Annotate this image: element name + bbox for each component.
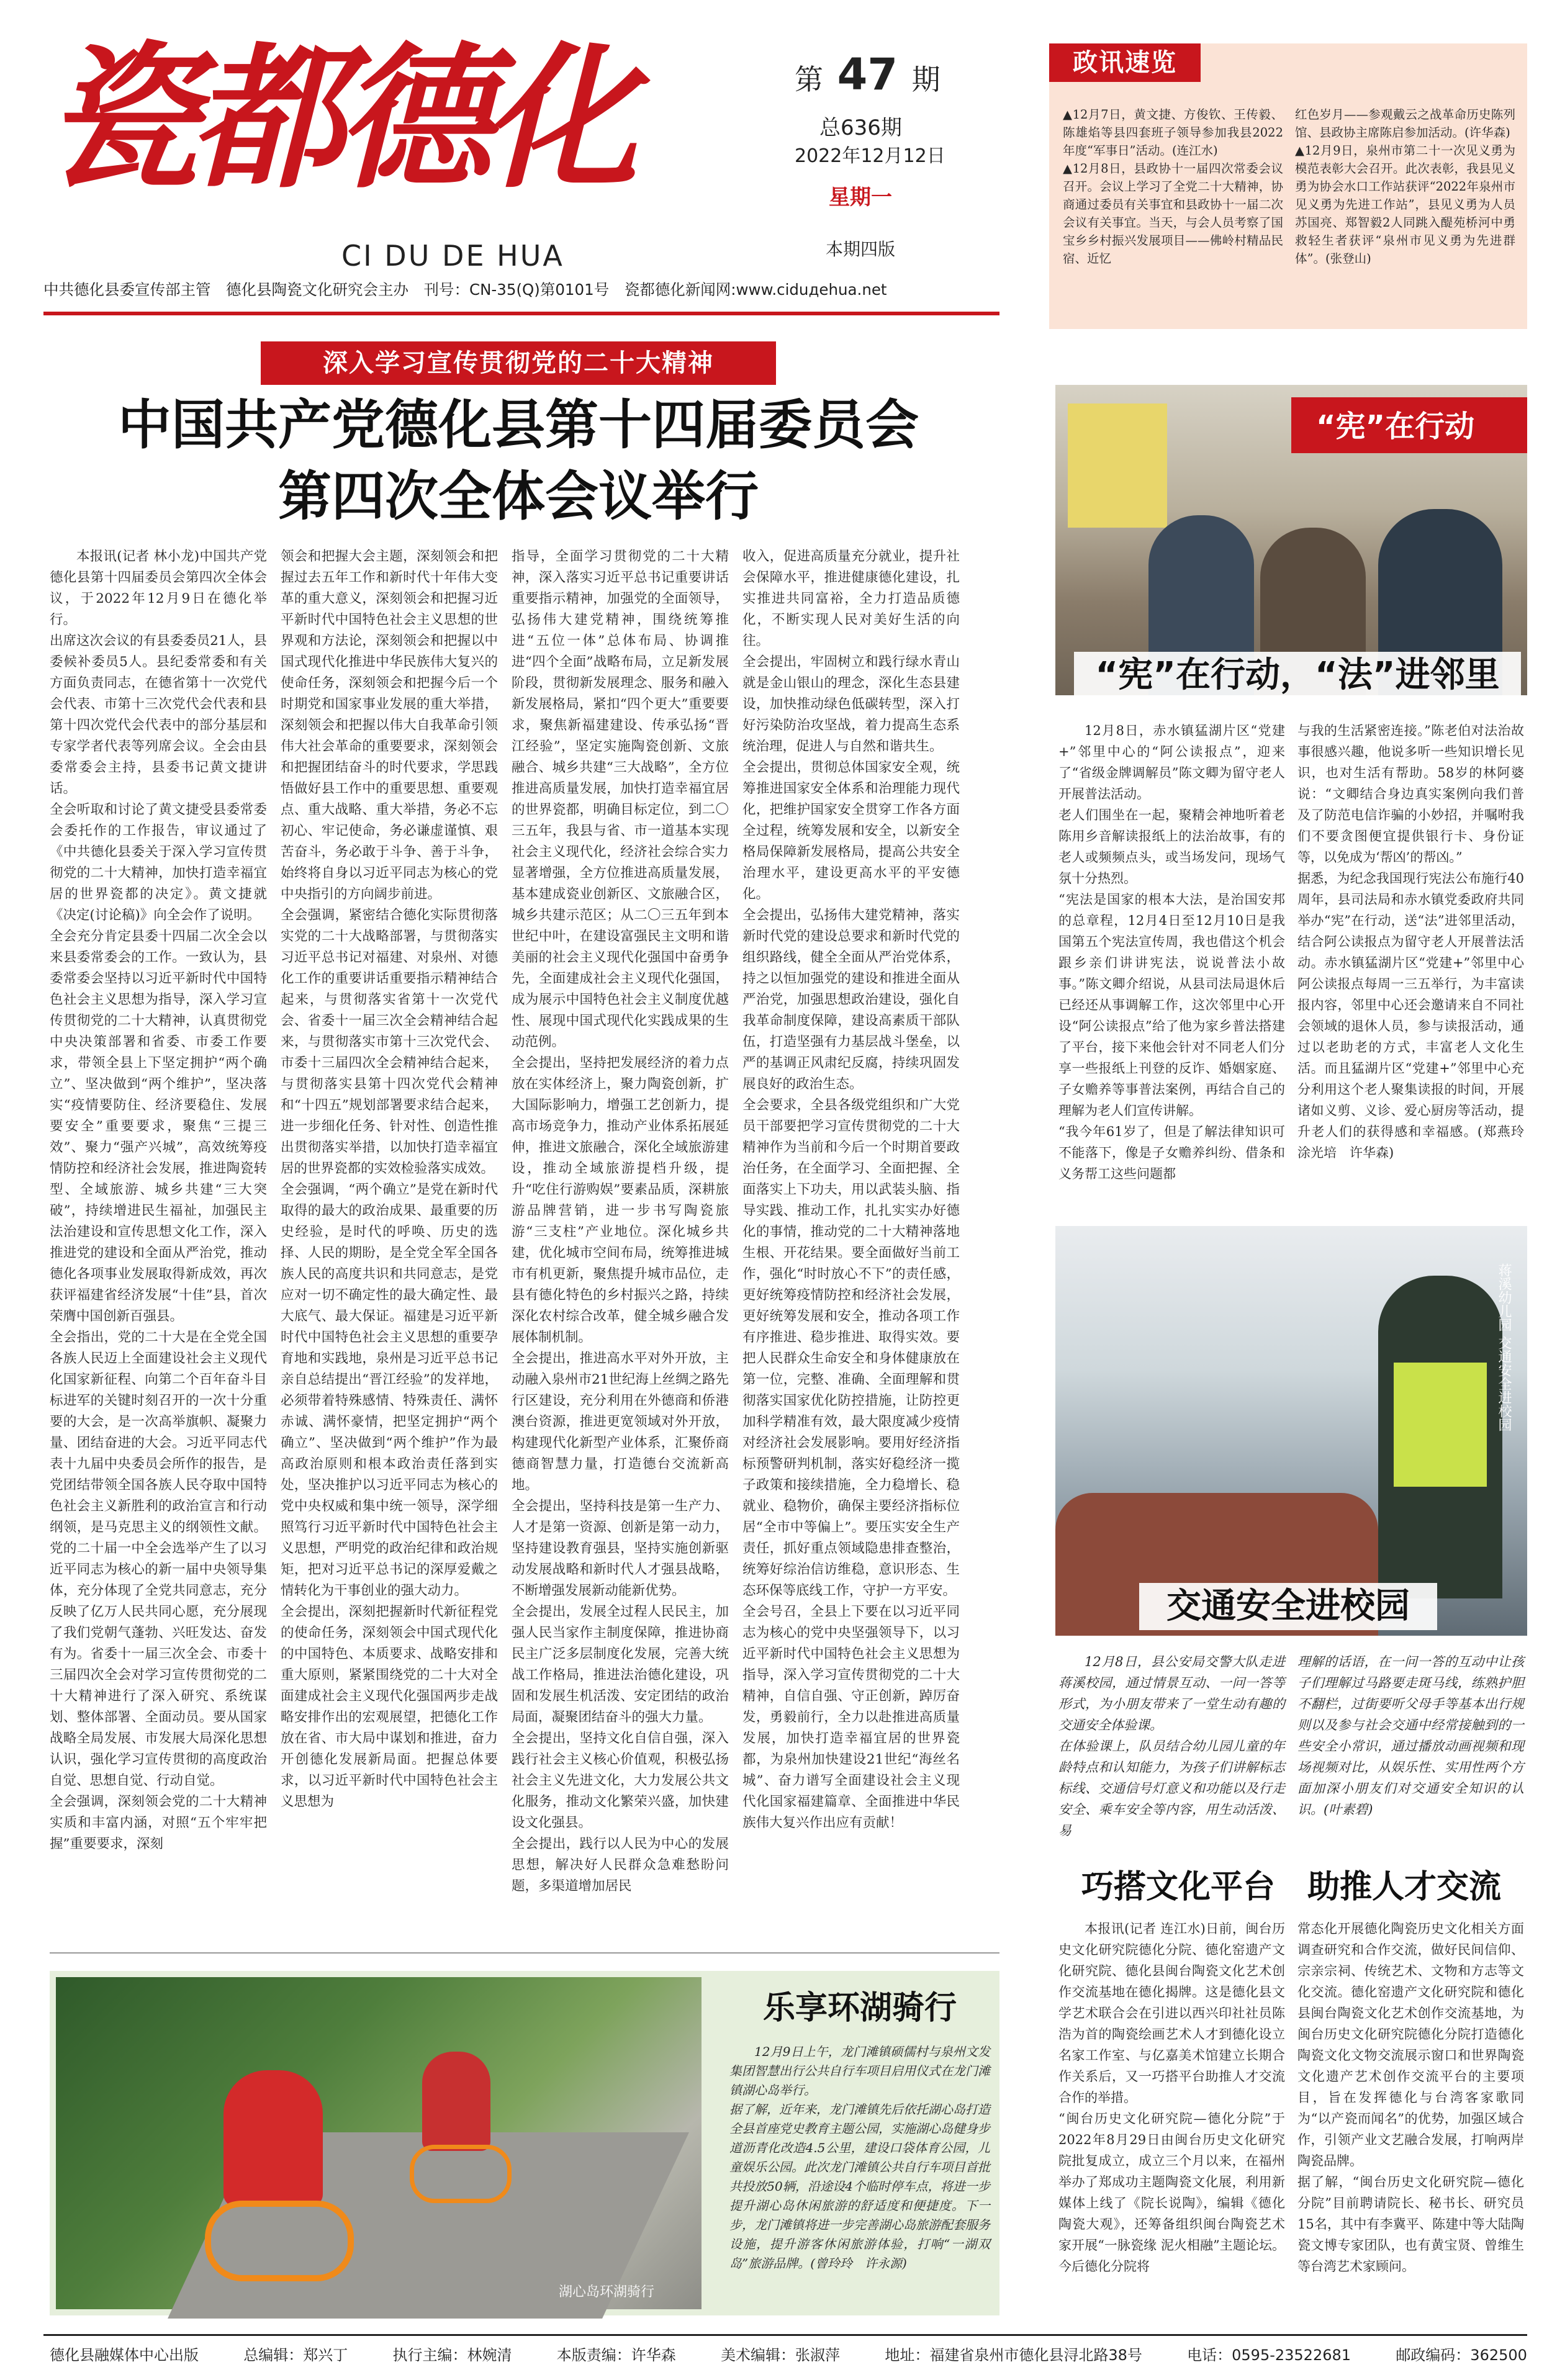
masthead-rule	[43, 312, 999, 315]
lead-col-2-text: 领会和把握大会主题，深刻领会和把握过去五年工作和新时代十年伟大变革的重大意义，深刻领会和把握习近平新时代中国特色社会主义思想的世界观和方法论，深刻领会和把握以中国式现代化推进中华民族伟大复兴的使命任务，深刻领会和把握今后一个时期党和国家事业发展的重大举措，深刻领会和把握以伟大自我革命引领伟大社会革命的重要要求，深刻领会和把握团结奋斗的时代要求，学思践悟做好县工作中的重要思想、重要观点、重大战略、重大举措，务必不忘初心、牢记使命，务必谦虚谨慎、艰苦奋斗，务必敢于斗争、善于斗争，始终将自身以习近平同志为核心的党中央指引的方向阔步前进。 全会强调，紧密结合德化实际贯彻落实党的二十大战略部署，与贯彻落实习近平总书记对福建、对泉州、对德化工作的重要讲话重要指示精神结合起来，与贯彻落实省第十一次党代会、省委十一届三次全会精神结合起来，与贯彻落实市第十三次党代会、市委十三届四次全会精神结合起来，与贯彻落实县第十四次党代会精神和“十四五”规划部署要求结合起来，进一步细化任务、针对性、创造性推出贯彻落实举措，以加快打造幸福宜居的世界瓷都的实效检验落实成效。 全会强调，“两个确立”是党在新时代取得的最大的政治成果、最重要的历史经验，是时代的呼唤、历史的选择、人民的期盼，是全党全军全国各族人民的高度共识和共同意志，是党应对一切不确定性的最大确定性、最大底气、最大保证。福建是习近平新时代中国特色社会主义思想的重要孕育地和实践地，泉州是习近平总书记亲自总结提出“晋江经验”的发祥地，必须带着特殊感情、特殊责任、满怀赤诚、满怀豪情，把坚定拥护“两个确立”、坚决做到“两个维护”作为最高政治原则和根本政治责任落到实处，坚决推护以习近平同志为核心的党中央权威和集中统一领导，深学细照笃行习近平新时代中国特色社会主义思想，严明党的政治纪律和政治规矩，把对习近平总书记的深厚爱戴之情转化为干事创业的强大动力。 全会提出，深刻把握新时代新征程党的使命任务，深刻领会中国式现代化的中国特色、本质要求、战略安排和重大原则，紧紧围绕党的二十大对全面建成社会主义现代化强国两步走战略安排作出的宏观展望，把德化工作放在省、市大局中谋划和推进，奋力开创德化发展新局面。把握总体要求，以习近平新时代中国特色社会主义思想为	[281, 549, 498, 1810]
lead-col-2	[281, 546, 498, 1943]
traffic-photo-watermark: 蒋溪幼儿园 交通安全进校园	[1496, 1263, 1512, 1431]
masthead-pinyin: CI DU DE HUA	[341, 239, 564, 273]
lead-col-4	[742, 546, 960, 1943]
xian-poster	[1068, 403, 1167, 528]
cycling-bike-2	[410, 2145, 512, 2203]
xian-headline: “宪”在行动，“法”进邻里	[1074, 652, 1521, 699]
footer-address: 地址：福建省泉州市德化县浔北路38号	[885, 2346, 1142, 2364]
issue-prefix: 第	[795, 63, 823, 96]
lead-kicker: 深入学习宣传贯彻党的二十大精神	[261, 341, 776, 385]
total-issue: 总636期	[819, 115, 902, 140]
lead-col-3-text: 指导，全面学习贯彻党的二十大精神，深入落实习近平总书记重要讲话重要指示精神，加强党的全面领导，弘扬伟大建党精神，围绕统筹推进“五位一体”总体布局、协调推进“四个全面”战略布局，立足新发展阶段，贯彻新发展理念、服务和融入新发展格局，紧扣“四个更大”重要要求，聚焦新福建建设、传承弘扬“晋江经验”，坚定实施陶瓷创新、文旅融合、城乡共建“三大战略”，全方位推进高质量发展，加快打造幸福宜居的世界瓷都，明确目标定位，到二〇三五年，我县与省、市一道基本实现社会主义现代化，经济社会综合实力显著增强，全方位推进高质量发展，基本建成瓷业创新区、文旅融合区，城乡共建示范区；从二〇三五年到本世纪中叶，在建设富强民主文明和谐美丽的社会主义现代化强国中奋勇争先，全面建成社会主义现代化强国，成为展示中国特色社会主义制度优越性、展现中国式现代化实践成果的生动范例。 全会提出，坚持把发展经济的着力点放在实体经济上，聚力陶瓷创新，扩大国际影响力，增强工艺创新力，提高市场竞争力，推动产业体系拓展延伸，推进文旅融合，深化全域旅游建设，推动全域旅游提档升级，提升“吃住行游购娱”要素品质，深耕旅游品牌营销，进一步书写陶瓷旅游“三支柱”产业地位。深化城乡共建，优化城市空间布局，统筹推进城市有机更新，聚焦提升城市品位，走县有德化特色的乡村振兴之路，持续深化农村综合改革，健全城乡融合发展体制机制。 全会提出，推进高水平对外开放，主动融入泉州市21世纪海上丝绸之路先行区建设，充分利用在外德商和侨港澳台资源，推进更宽领域对外开放，构建现代化新型产业体系，汇聚侨商德商智慧力量，打造德台交流新高地。 全会提出，坚持科技是第一生产力、人才是第一资源、创新是第一动力，坚持建设教育强县，坚持实施创新驱动发展战略和新时代人才强县战略，不断增强发展新动能新优势。 全会提出，发展全过程人民民主，加强人民当家作主制度保障，推进协商民主广泛多层制度化发展，完善大统战工作格局，推进法治德化建设，巩固和发展生机活泼、安定团结的政治局面，凝聚团结奋斗的强大力量。 全会提出，坚持文化自信自强，深入践行社会主义核心价值观，积极弘扬社会主义先进文化，大力发展公共文化服务，推动文化繁荣兴盛，加快建设文化强县。 全会提出，践行以人民为中心的发展思想，解决好人民群众急难愁盼问题，多渠道增加居民	[512, 549, 729, 1894]
lead-col-3	[512, 546, 729, 1943]
traffic-col-1-text: 12月8日，县公安局交警大队走进蒋溪校园，通过情景互动、一问一答等形式，为小朋友带来了一堂生动有趣的交通安全体验课。 在体验课上，队员结合幼儿园儿童的年龄特点和认知能力，为孩子们讲解标志标线、交通信号灯意义和功能以及行走安全、乘车安全等内容，用生动活泼、易	[1058, 1654, 1285, 1838]
cycling-photo-watermark: 湖心岛环湖骑行	[559, 2284, 655, 2300]
xian-banner-text: “宪”在行动	[1316, 409, 1475, 444]
cycling-body-text: 12月9日上午，龙门滩镇硕儒村与泉州文发集团智慧出行公共自行车项目启用仪式在龙门滩镇湖心岛举行。 据了解，近年来，龙门滩镇先后依托湖心岛打造全县首座党史教育主题公园，实施湖心岛健身步道沥青化改造4.5公里，建设口袋体育公园，儿童娱乐公园。此次龙门滩镇公共自行车项目首批共投放50辆，沿途设4个临时停车点，将进一步提升湖心岛休闲旅游的舒适度和便捷度。下一步，龙门滩镇将进一步完善湖心岛旅游配套服务设施，提升游客休闲旅游体验，打响“一湖双岛”旅游品牌。(曾玲玲 许永源)	[729, 2044, 990, 2271]
lead-col-1	[50, 546, 267, 1943]
lead-bottom-rule	[50, 1952, 999, 1954]
footer-phone: 电话：0595-23522681	[1187, 2346, 1351, 2364]
cycling-rider-2	[422, 2052, 490, 2151]
footer	[50, 2343, 1527, 2368]
xian-col-1-text: 12月8日，赤水镇猛湖片区“党建+”邻里中心的“阿公读报点”，迎来了“省级金牌调解员”陈文卿为留守老人开展普法活动。 老人们围坐在一起，聚精会神地听着老陈用乡音解读报纸上的法治故事，有的老人或频频点头，或当场发问，现场气氛十分热烈。 “宪法是国家的根本大法，是治国安邦的总章程，12月4日至12月10日是我国第五个宪法宣传周，我也借这个机会跟乡亲们讲讲宪法，说说普法小故事。”陈文卿介绍说，从县司法局退休后已经还从事调解工作，这次邻里中心开设“阿公读报点”给了他为家乡普法搭建了平台，接下来他会针对不同老人们分享一些报纸上刊登的反诈、婚姻家庭、子女赡养等事普法案例，再结合自己的理解为老人们宣传讲解。 “我今年61岁了，但是了解法律知识可不能落下，像是子女赡养纠纷、借条和义务帮工这些问题都	[1058, 723, 1285, 1181]
xian-col-2	[1297, 720, 1524, 1192]
cycling-headline: 乐享环湖骑行	[762, 1990, 957, 2027]
cycling-body	[729, 2042, 990, 2309]
lead-col-1-text: 本报讯(记者 林小龙)中国共产党德化县第十四届委员会第四次全体会议，于2022年12月9日在德化举行。 出席这次会议的有县委委员21人，县委候补委员5人。县纪委常委和有关方面负责同志，在德省第十一次党代会代表、市第十三次党代会代表和县第十四次党代会代表中的部分基层和专家学者代表等列席会议。全会由县委常委会主持，县委书记黄文捷讲话。 全会听取和讨论了黄文捷受县委常委会委托作的工作报告，审议通过了《中共德化县委关于深入学习宣传贯彻党的二十大精神，加快打造幸福宜居的世界瓷都的决定》。黄文捷就《决定(讨论稿)》向全会作了说明。 全会充分肯定县委十四届二次全会以来县委常委会的工作。一致认为，县委常委会坚持以习近平新时代中国特色社会主义思想为指导，深入学习宣传贯彻党的二十大精神，认真贯彻党中央决策部署和省委、市委工作要求，带领全县上下坚定拥护“两个确立”、坚决做到“两个维护”，坚决落实“疫情要防住、经济要稳住、发展要安全”重要要求，聚焦“三提三效”、聚力“强产兴城”，高效统筹疫情防控和经济社会发展，推进陶瓷转型、全域旅游、城乡共建“三大突破”，持续增进民生福祉，加强民主法治建设和宣传思想文化工作，深入推进党的建设和全面从严治党，推动德化各项事业发展取得新成效，再次获评福建省经济发展“十佳”县，首次荣膺中国创新百强县。 全会指出，党的二十大是在全党全国各族人民迈上全面建设社会主义现代化国家新征程、向第二个百年奋斗目标进军的关键时刻召开的一次十分重要的大会，是一次高举旗帜、凝聚力量、团结奋进的大会。习近平同志代表十九届中央委员会所作的报告，是党团结带领全国各族人民夺取中国特色社会主义新胜利的政治宣言和行动纲领，是马克思主义的纲领性文献。党的二十届一中全会选举产生了以习近平同志为核心的新一届中央领导集体，充分体现了全党共同意志，充分反映了亿万人民共同心愿，充分展现了我们党朝气蓬勃、兴旺发达、奋发有为。省委十一届三次全会、市委十三届四次全会对学习宣传贯彻党的二十大精神进行了深入研究、系统谋划、整体部署、全面动员。要从国家战略全局发展、市发展大局深化思想认识，强化学习宣传贯彻的高度政治自觉、思想自觉、行动自觉。 全会强调，深刻领会党的二十大精神实质和丰富内涵，对照“五个牢牢把握”重要要求，深刻	[50, 549, 267, 1852]
culture-col-1-text: 本报讯(记者 连江水)日前，闽台历史文化研究院德化分院、德化窑遗产文化研究院、德化县闽台陶瓷文化艺术创作交流基地在德化揭牌。这是德化县文学艺术联合会在引进以西兴印社社员陈浩为首的陶瓷绘画艺术人才到德化设立名家工作室、与亿嘉美术馆建立长期合作关系后，又一巧搭平台助推人才交流合作的举措。 “闽台历史文化研究院—德化分院”于2022年8月29日由闽台历史文化研究院批复成立，成立三个月以来，在福州举办了郑成功主题陶瓷文化展，利用新媒体上线了《院长说陶》，编辑《德化陶瓷大观》，还筹备组织闽台陶瓷艺术家开展“一脉瓷缘 泥火相融”主题论坛。今后德化分院将	[1058, 1921, 1285, 2274]
issue-date: 2022年12月12日	[795, 145, 945, 167]
footer-publisher: 德化县融媒体中心出版	[50, 2346, 199, 2364]
traffic-col-2	[1297, 1651, 1524, 1856]
cycling-bike-1	[205, 2201, 354, 2281]
weekday: 星期一	[829, 185, 892, 210]
briefs-col-1: ▲12月7日，黄文捷、方俊钦、王传毅、陈雄焰等县四套班子领导参加我县2022年度“军事日”活动。(连江水) ▲12月8日，县政协十一届四次常委会议召开。会议上学习了全党二十大精神，协商通过委员有关事宜和县政协十一届二次会议有关事宜。当天，与会人员考察了国宝乡乡村振兴发展项目——佛岭村精品民宿、近忆	[1063, 107, 1283, 266]
lead-headline-2: 第四次全体会议举行	[278, 466, 759, 528]
issue-number-value: 47	[837, 49, 898, 100]
cycling-photo	[56, 1977, 702, 2309]
culture-col-1	[1058, 1918, 1285, 2315]
footer-art-editor: 美术编辑：张淑萍	[721, 2346, 841, 2364]
footer-chief-editor: 总编辑：郑兴丁	[243, 2346, 348, 2364]
sponsor-line: 中共德化县委宣传部主管 德化县陶瓷文化研究会主办 刊号：CN-35(Q)第0101号 瓷都德化新闻网:www.ciduдehua.net	[43, 281, 887, 299]
lead-headline-1: 中国共产党德化县第十四届委员会	[118, 394, 919, 456]
cycling-rider-1	[223, 2070, 323, 2207]
lead-col-4-text: 收入，促进高质量充分就业，提升社会保障水平，推进健康德化建设，扎实推进共同富裕，全力打造品质德化，不断实现人民对美好生活的向往。 全会提出，牢固树立和践行绿水青山就是金山银山的理念，深化生态县建设，加快推动绿色低碳转型，深入打好污染防治攻坚战，着力提高生态系统治理，促进人与自然和谐共生。 全会提出，贯彻总体国家安全观，统筹推进国家安全体系和治理能力现代化，把维护国家安全贯穿工作各方面全过程，统筹发展和安全，以新安全格局保障新发展格局，提高公共安全治理水平，建设更高水平的平安德化。 全会提出，弘扬伟大建党精神，落实新时代党的建设总要求和新时代党的组织路线，健全全面从严治党体系，持之以恒加强党的建设和推进全面从严治党，加强思想政治建设，强化自我革命制度保障，建设高素质干部队伍，打造坚强有力基层战斗堡垒，以严的基调正风肃纪反腐，持续巩固发展良好的政治生态。 全会要求，全县各级党组织和广大党员干部要把学习宣传贯彻党的二十大精神作为当前和今后一个时期首要政治任务，在全面学习、全面把握、全面落实上下功夫，用以武装头脑、指导实践、推动工作，扎扎实实办好德化的事情，推动党的二十大精神落地生根、开花结果。要全面做好当前工作，强化“时时放心不下”的责任感，更好统筹疫情防控和经济社会发展，更好统筹发展和安全，推动各项工作有序推进、稳步推进、取得实效。要把人民群众生命安全和身体健康放在第一位，完整、准确、全面理解和贯彻落实国家优化防控措施，让防控更加科学精准有效，最大限度减少疫情对经济社会发展影响。要用好经济指标预警研判机制，落实好稳经济一揽子政策和接续措施，全力稳增长、稳就业、稳物价，确保主要经济指标位居“全市中等偏上”。要压实安全生产责任，抓好重点领域隐患排查整治，统筹好综治信访维稳，意识形态、生态环保等底线工作，守护一方平安。 全会号召，全县上下要在以习近平同志为核心的党中央坚强领导下，以习近平新时代中国特色社会主义思想为指导，深入学习宣传贯彻党的二十大精神，自信自强、守正创新，踔厉奋发，勇毅前行，全力以赴推进高质量发展，加快打造幸福宜居的世界瓷都，为泉州加快建设21世纪“海丝名城”、奋力谱写全面建设社会主义现代化国家福建篇章、全面推进中华民族伟大复兴作出应有贡献！	[742, 549, 960, 1831]
traffic-officer-vest	[1394, 1363, 1487, 1487]
issue-suffix: 期	[911, 63, 941, 96]
footer-postcode: 邮政编码：362500	[1396, 2346, 1527, 2364]
briefs-title: 政讯速览	[1049, 43, 1201, 82]
culture-col-2	[1297, 1918, 1524, 2315]
traffic-headline: 交通安全进校园	[1139, 1583, 1437, 1630]
page-count: 本期四版	[826, 239, 896, 259]
briefs-col-2: 红色岁月——参观戴云之战革命历史陈列馆、县政协主席陈启参加活动。(许华森) ▲12月9日，泉州市第二十一次见义勇为模范表彰大会召开。此次表彰，我县见义勇为协会水口工作站获评“2022年泉州市见义勇为先进工作站”，县见义勇为人员苏国亮、郑智毅2人同跳入醍苑桥河中勇救轻生者获评“泉州市见义勇为先进群体”。(张登山)	[1295, 107, 1515, 266]
masthead-logo: 瓷都德化	[43, 27, 629, 209]
culture-headline: 巧搭文化平台 助推人才交流	[1081, 1868, 1501, 1906]
xian-col-1	[1058, 720, 1285, 1192]
traffic-col-2-text: 理解的话语，在一问一答的互动中让孩子们理解过马路要走斑马线，练熟护胆不翻栏，过街要听父母手等基本出行规则以及参与社会交通中经常接触到的一些安全小常识，通过播放动画视频和现场视频对比，从娱乐性、实用性两个方面加深小朋友们对交通安全知识的认识。(叶素碧)	[1297, 1654, 1524, 1817]
footer-rule	[43, 2334, 1527, 2336]
culture-col-2-text: 常态化开展德化陶瓷历史文化相关方面调查研究和合作交流，做好民间信仰、宗亲宗祠、传统艺术、文物和方志等文化交流。德化窑遗产文化研究院和德化县闽台陶瓷文化艺术创作交流基地，为闽台历史文化研究院德化分院打造德化陶瓷文化文物交流展示窗口和世界陶瓷文化遗产艺术创作交流平台的主要项目，旨在发挥德化与台湾客家歌同为“以产瓷而闻名”的优势，加强区域合作，引领产业文艺融合发展，打响两岸陶瓷品牌。 据了解，“闽台历史文化研究院—德化分院”目前聘请院长、秘书长、研究员15名，其中有李冀平、陈建中等大陆陶瓷文博专家团队，也有黄宝贤、曾维生等台湾艺术家顾问。	[1297, 1921, 1524, 2274]
briefs-box	[1049, 43, 1527, 329]
xian-photo	[1055, 385, 1527, 695]
issue-number	[795, 50, 981, 99]
traffic-photo	[1055, 1226, 1527, 1636]
xian-col-2-text: 与我的生活紧密连接。”陈老伯对法治故事很感兴趣，他说多听一些知识增长见识，也对生活有帮助。58岁的林阿婆说：“文卿结合身边真实案例向我们普及了防范电信诈骗的小妙招，并嘱咐我们不要贪图便宜提供银行卡、身份证等，以免成为‘帮凶’的帮凶。” 据悉，为纪念我国现行宪法公布施行40周年，县司法局和赤水镇党委政府共同举办“宪”在行动，送“法”进邻里活动，结合阿公读报点为留守老人开展普法活动。赤水镇猛湖片区“党建+”邻里中心阿公读报点每周一三五举行，为丰富读报内容，邻里中心还会邀请来自不同社会领域的退休人员，参与读报活动，通过以老助老的方式，丰富老人文化生活。而且猛湖片区“党建+”邻里中心充分利用这个老人聚集读报的时间，开展诸如义剪、义诊、爱心厨房等活动，提升老人们的获得感和幸福感。(郑燕玲 涂光培 许华森)	[1297, 723, 1524, 1160]
cycling-box	[50, 1971, 999, 2315]
footer-exec-editor: 执行主编：林婉清	[392, 2346, 512, 2364]
traffic-col-1	[1058, 1651, 1285, 1856]
footer-page-editor: 本版责编：许华森	[556, 2346, 676, 2364]
